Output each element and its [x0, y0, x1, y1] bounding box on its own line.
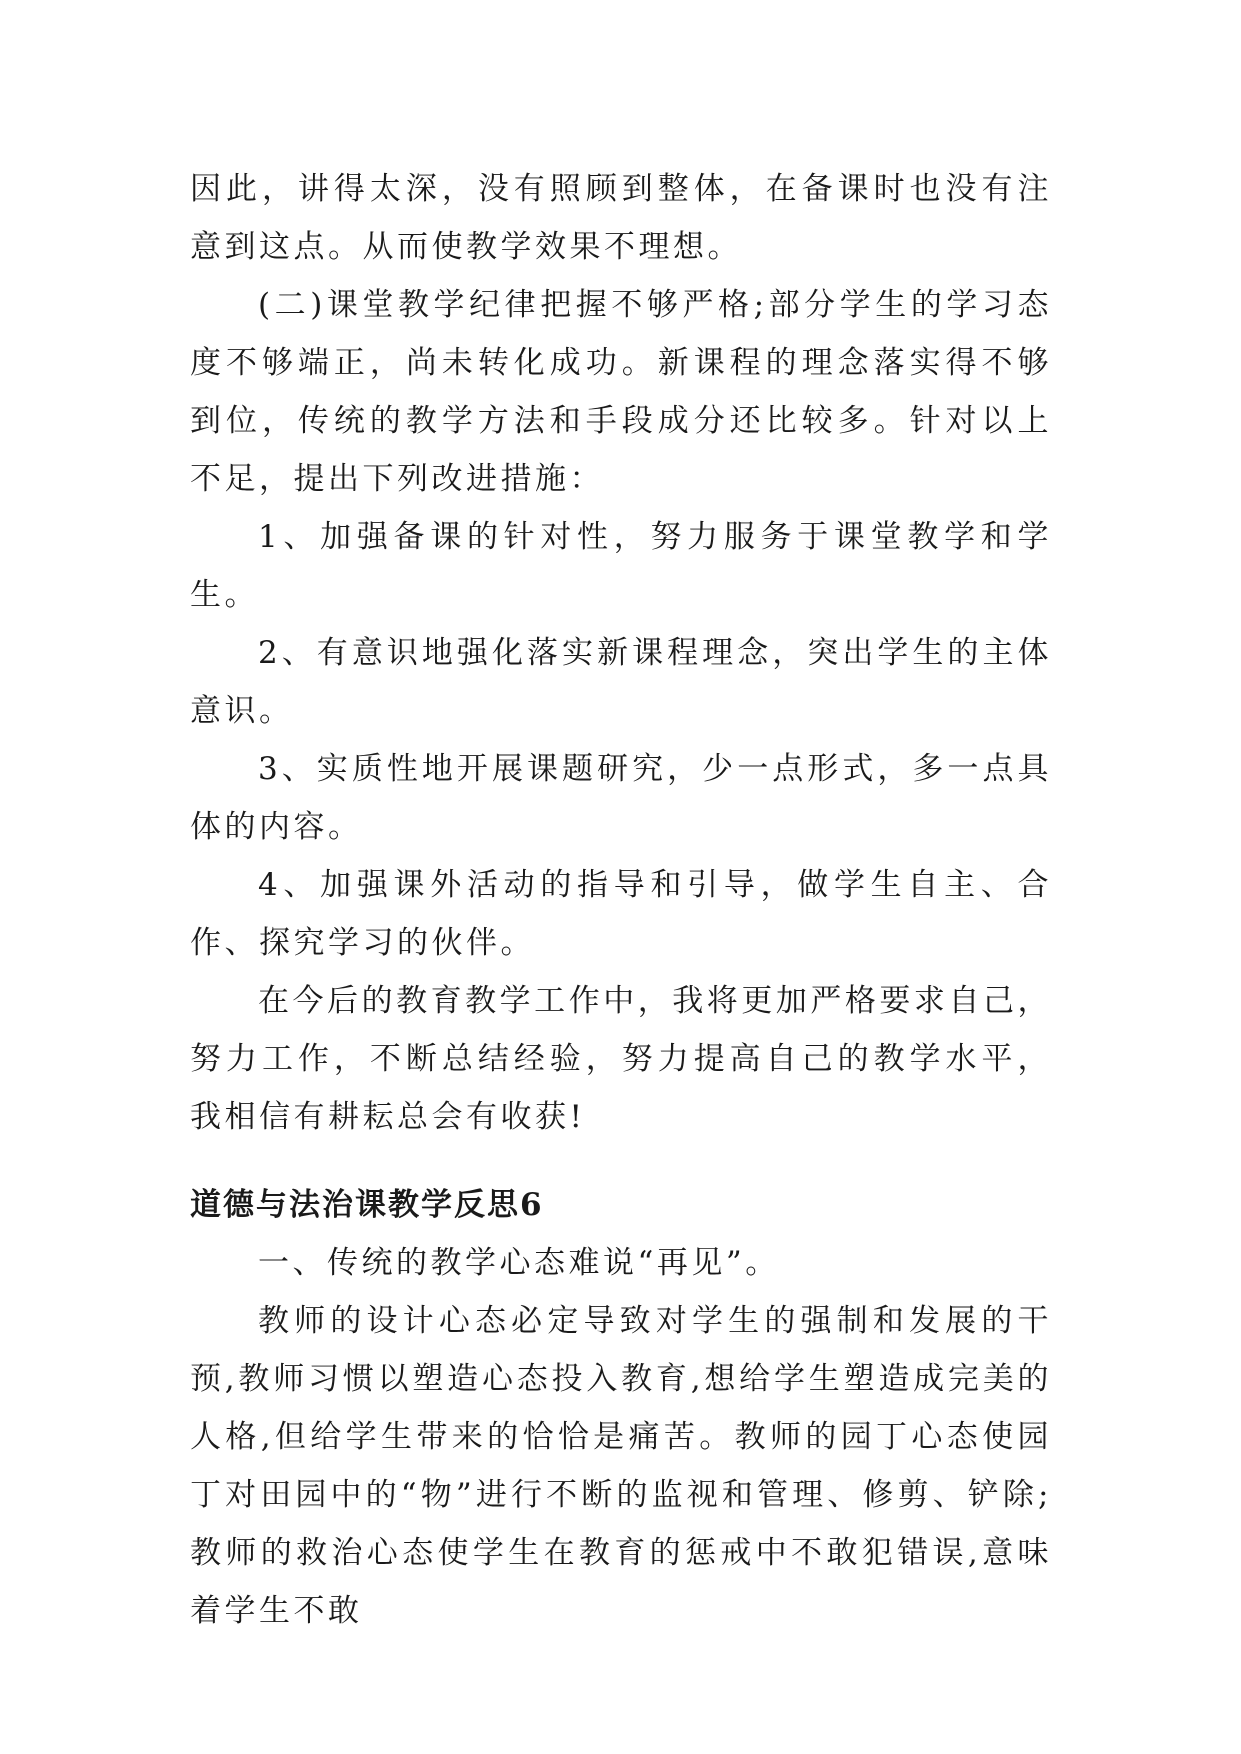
section-title: 道德与法治课教学反思6 [190, 1187, 544, 1223]
paragraph-1: 因此，讲得太深，没有照顾到整体，在备课时也没有注意到这点。从而使教学效果不理想。 [190, 171, 1052, 265]
list-item-4: 4、加强课外活动的指导和引导，做学生自主、合作、探究学习的伙伴。 [190, 867, 1052, 961]
closing-paragraph: 在今后的教育教学工作中，我将更加严格要求自己，努力工作，不断总结经验，努力提高自己的教学水平，我相信有耕耘总会有收获! [190, 983, 1052, 1135]
subheading-paragraph: 一、传统的教学心态难说“再见”。 [258, 1245, 780, 1281]
list-item-3: 3、实质性地开展课题研究，少一点形式，多一点具体的内容。 [190, 751, 1052, 845]
document-body [190, 160, 1052, 1640]
list-item-2: 2、有意识地强化落实新课程理念，突出学生的主体意识。 [190, 635, 1052, 729]
list-item-1: 1、加强备课的针对性，努力服务于课堂教学和学生。 [190, 519, 1052, 613]
paragraph-2: (二)课堂教学纪律把握不够严格;部分学生的学习态度不够端正，尚未转化成功。新课程的理念落实得不够到位，传统的教学方法和手段成分还比较多。针对以上不足，提出下列改进措施： [190, 287, 1052, 497]
body-paragraph: 教师的设计心态必定导致对学生的强制和发展的干预,教师习惯以塑造心态投入教育,想给学生塑造成完美的人格,但给学生带来的恰恰是痛苦。教师的园丁心态使园丁对田园中的“物”进行不断的监视和管理、修剪、铲除;教师的救治心态使学生在教育的惩戒中不敢犯错误,意味着学生不敢 [190, 1303, 1052, 1629]
